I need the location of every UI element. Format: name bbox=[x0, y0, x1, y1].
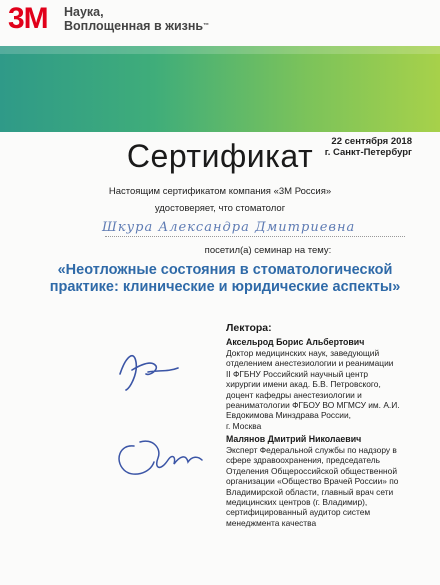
recipient-name-line bbox=[105, 236, 405, 237]
seminar-topic-line-1: «Неотложные состояния в стоматологической bbox=[57, 262, 393, 278]
certifies-text: удостоверяет, что стоматолог bbox=[154, 203, 286, 214]
lector-1 bbox=[226, 337, 436, 431]
lector-1-name: Аксельрод Борис Альбертович bbox=[226, 337, 365, 347]
gradient-banner bbox=[0, 46, 440, 132]
tagline-line-1: Наука, bbox=[64, 5, 104, 19]
lector-2 bbox=[226, 434, 436, 528]
lector-1-signature bbox=[112, 344, 184, 396]
3m-logo: 3M bbox=[8, 2, 48, 35]
lector-2-name: Малянов Дмитрий Николаевич bbox=[226, 434, 362, 444]
certificate-date: 22 сентября 2018 bbox=[331, 136, 412, 147]
lector-2-description: Эксперт Федеральной службы по надзору в сфере здравоохранения, председатель Отделения Общероссийской общественной организации «Общество Врачей России» по Владимирской области, главный врач сети медицинских центров (г. Владимир), сертифицированный аудитор систем менеджмента качества bbox=[226, 445, 399, 528]
brand-tagline bbox=[64, 5, 209, 33]
certificate-city: г. Санкт-Петербург bbox=[324, 147, 412, 158]
lectors-heading: Лектора: bbox=[226, 322, 272, 334]
intro-text: Настоящим сертификатом компания «3М Россия» bbox=[108, 186, 332, 197]
seminar-topic bbox=[40, 262, 410, 296]
lector-2-signature bbox=[110, 430, 206, 486]
tagline-line-2: Воплощенная в жизнь™ bbox=[64, 19, 210, 33]
lector-1-description: Доктор медицинских наук, заведующий отделением анестезиологии и реанимации II ФГБНУ Российский научный центр хирургии имени акад. Б.В. Петровского, доцент кафедры анестезиологии и реаниматологии ФГБОУ ВО МГМСУ им. А.И. Евдокимова Минздрава России, г. Москва bbox=[226, 348, 400, 431]
certificate-title: Сертификат bbox=[126, 138, 314, 174]
seminar-topic-line-2: практике: клинические и юридические аспекты» bbox=[49, 279, 401, 295]
attended-text: посетил(а) семинар на тему: bbox=[204, 245, 332, 256]
recipient-name-handwritten: Шкура Александра Дмитриевна bbox=[102, 220, 356, 235]
